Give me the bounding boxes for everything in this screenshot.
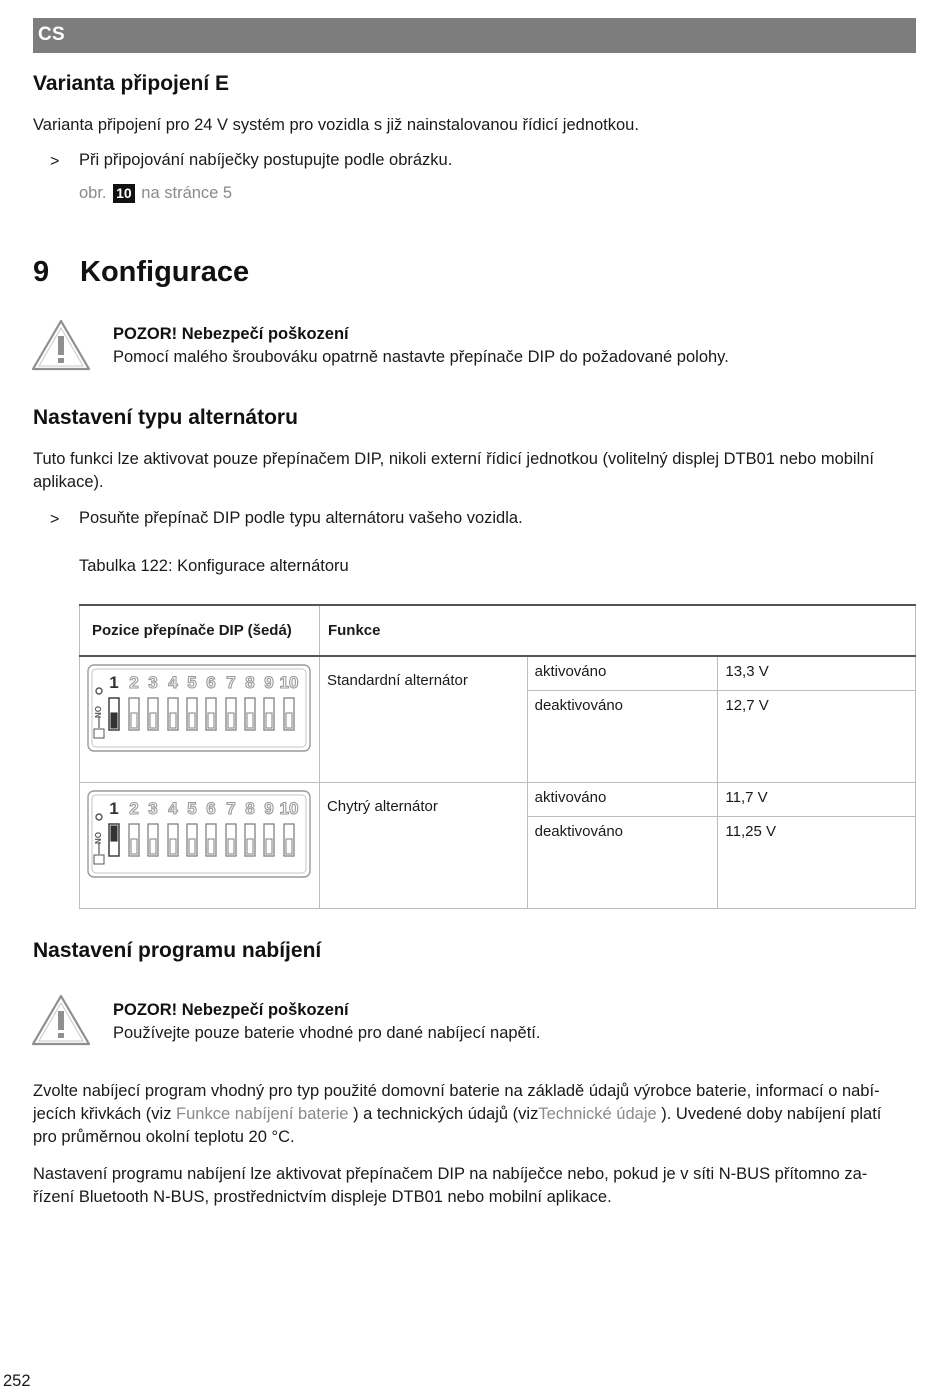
alternator-step: Posuňte přepínač DIP podle typu alternátoru vašeho vozidla. — [79, 509, 523, 527]
dip-switch-knob — [228, 839, 234, 854]
dip-switch-number: 9 — [264, 798, 274, 818]
charging-heading: Nastavení programu nabíjení — [33, 939, 322, 962]
dip-off-marker — [94, 729, 104, 738]
section-e-heading: Varianta připojení E — [33, 72, 230, 95]
language-code: CS — [38, 24, 65, 45]
dip-switch-knob — [189, 839, 195, 854]
dip-switch-number: 10 — [279, 673, 299, 692]
dip-switch-cell — [80, 782, 320, 908]
text-span: ). Uvedené doby nabíjení platí — [656, 1105, 882, 1123]
dip-switch-number: 5 — [187, 798, 197, 818]
language-bar — [33, 18, 916, 53]
dip-switch-knob — [150, 713, 156, 728]
dip-switch-number: 7 — [226, 673, 236, 692]
dip-switch-knob — [208, 713, 214, 728]
charging-paragraph-2 — [33, 1163, 867, 1209]
text-span: ) a technických údajů (viz — [348, 1105, 539, 1123]
state-label: aktivováno — [527, 656, 718, 690]
dip-outer-frame — [88, 791, 310, 877]
paragraph-line — [33, 1103, 881, 1126]
paragraph-line: Zvolte nabíjecí program vhodný pro typ použité domovní baterie na základě údajů výrobce baterie, informací o nabí- — [33, 1082, 880, 1100]
step-marker: > — [50, 511, 60, 528]
dip-switch-number: 5 — [187, 673, 197, 692]
dip-off-marker — [94, 855, 104, 864]
dip-on-label: ON — [93, 706, 102, 718]
alternator-config-table — [79, 604, 916, 909]
dip-switch-number: 2 — [129, 673, 139, 692]
page-number: 252 — [3, 1372, 31, 1390]
dip-switch-knob — [266, 713, 272, 728]
section-e-step: Při připojování nabíječky postupujte podle obrázku. — [79, 151, 453, 169]
alternator-heading: Nastavení typu alternátoru — [33, 406, 298, 429]
dip-switch-number: 8 — [245, 673, 255, 692]
dip-switch-number: 4 — [168, 798, 178, 818]
dip-switch-knob — [150, 839, 156, 854]
table-header-row — [80, 605, 916, 656]
voltage-value: 13,3 V — [718, 656, 916, 690]
warning-text: Pomocí malého šroubováku opatrně nastavte přepínače DIP do požadované polohy. — [113, 348, 729, 366]
link-charging-functions[interactable]: Funkce nabíjení baterie — [176, 1105, 349, 1123]
table-caption: Tabulka 122: Konfigurace alternátoru — [79, 557, 349, 575]
dip-switch-number: 3 — [148, 798, 158, 818]
chapter-heading — [33, 256, 249, 289]
warning-title: POZOR! Nebezpečí poškození — [113, 1001, 349, 1019]
step-marker: > — [50, 153, 60, 170]
warning-triangle-icon — [31, 994, 91, 1046]
section-e-intro: Varianta připojení pro 24 V systém pro vozidla s již nainstalovanou řídicí jednotkou. — [33, 116, 639, 134]
dip-outer-frame — [88, 665, 310, 751]
dip-switch-knob — [170, 713, 176, 728]
dip-switch-diagram — [87, 664, 311, 752]
dip-switch-number: 6 — [206, 798, 216, 818]
dip-switch-number: 9 — [264, 673, 274, 692]
state-label: aktivováno — [527, 782, 718, 816]
warning-text: Používejte pouze baterie vhodné pro dané nabíjecí napětí. — [113, 1024, 541, 1042]
dip-switch-knob — [111, 713, 117, 728]
dip-switch-cell — [80, 656, 320, 782]
dip-switch-knob — [189, 713, 195, 728]
paragraph-line: řízení Bluetooth N-BUS, prostřednictvím displeje DTB01 nebo mobilní aplikace. — [33, 1188, 612, 1206]
dip-on-label: ON — [93, 831, 102, 844]
dip-switch-number: 10 — [279, 798, 299, 818]
header-dip-position: Pozice přepínače DIP (šedá) — [80, 605, 320, 656]
dip-switch-number: 2 — [129, 798, 139, 818]
dip-switch-number: 1 — [109, 798, 119, 818]
state-label: deaktivováno — [527, 690, 718, 782]
dip-switch-knob — [266, 839, 272, 854]
dip-switch-number: 3 — [148, 673, 158, 692]
dip-switch-number: 6 — [206, 673, 216, 692]
state-label: deaktivováno — [527, 816, 718, 908]
paragraph-line: pro průměrnou okolní teplotu 20 °C. — [33, 1128, 295, 1146]
function-name: Standardní alternátor — [319, 656, 527, 782]
voltage-value: 12,7 V — [718, 690, 916, 782]
warning-triangle-icon — [31, 319, 91, 371]
function-name: Chytrý alternátor — [319, 782, 527, 908]
dip-switch-knob — [208, 839, 214, 854]
voltage-value: 11,7 V — [718, 782, 916, 816]
dip-switch-diagram — [87, 790, 311, 878]
figure-reference[interactable] — [79, 184, 232, 203]
figure-number-badge: 10 — [113, 184, 135, 203]
dip-switch-knob — [247, 713, 253, 728]
voltage-value: 11,25 V — [718, 816, 916, 908]
charging-paragraph-1 — [33, 1080, 881, 1149]
figure-reference-suffix: na stránce 5 — [141, 184, 233, 202]
table-row — [80, 782, 916, 816]
dip-switch-knob — [131, 839, 137, 854]
figure-reference-prefix: obr. — [79, 184, 107, 202]
alternator-intro: Tuto funkci lze aktivovat pouze přepínačem DIP, nikoli externí řídicí jednotkou (volitelný displej DTB01 nebo mobilní aplikace). — [33, 450, 875, 491]
dip-switch-number: 8 — [245, 798, 255, 818]
header-function: Funkce — [319, 605, 915, 656]
link-technical-data[interactable]: Technické údaje — [538, 1105, 657, 1123]
text-span: jecích křivkách (viz — [33, 1105, 177, 1123]
dip-switch-number: 7 — [226, 798, 236, 818]
dip-switch-number: 4 — [168, 673, 178, 692]
warning-title: POZOR! Nebezpečí poškození — [113, 325, 349, 343]
dip-switch-knob — [286, 839, 292, 854]
table-row — [80, 656, 916, 690]
dip-switch-knob — [228, 713, 234, 728]
dip-switch-knob — [170, 839, 176, 854]
paragraph-line: Nastavení programu nabíjení lze aktivovat přepínačem DIP na nabíječce nebo, pokud je v síti N-BUS přítomno za- — [33, 1165, 868, 1183]
chapter-number: 9 — [33, 256, 50, 288]
dip-switch-knob — [111, 826, 117, 841]
dip-switch-number: 1 — [109, 673, 119, 692]
dip-switch-knob — [247, 839, 253, 854]
chapter-title: Konfigurace — [80, 256, 250, 288]
dip-switch-knob — [286, 713, 292, 728]
dip-switch-knob — [131, 713, 137, 728]
